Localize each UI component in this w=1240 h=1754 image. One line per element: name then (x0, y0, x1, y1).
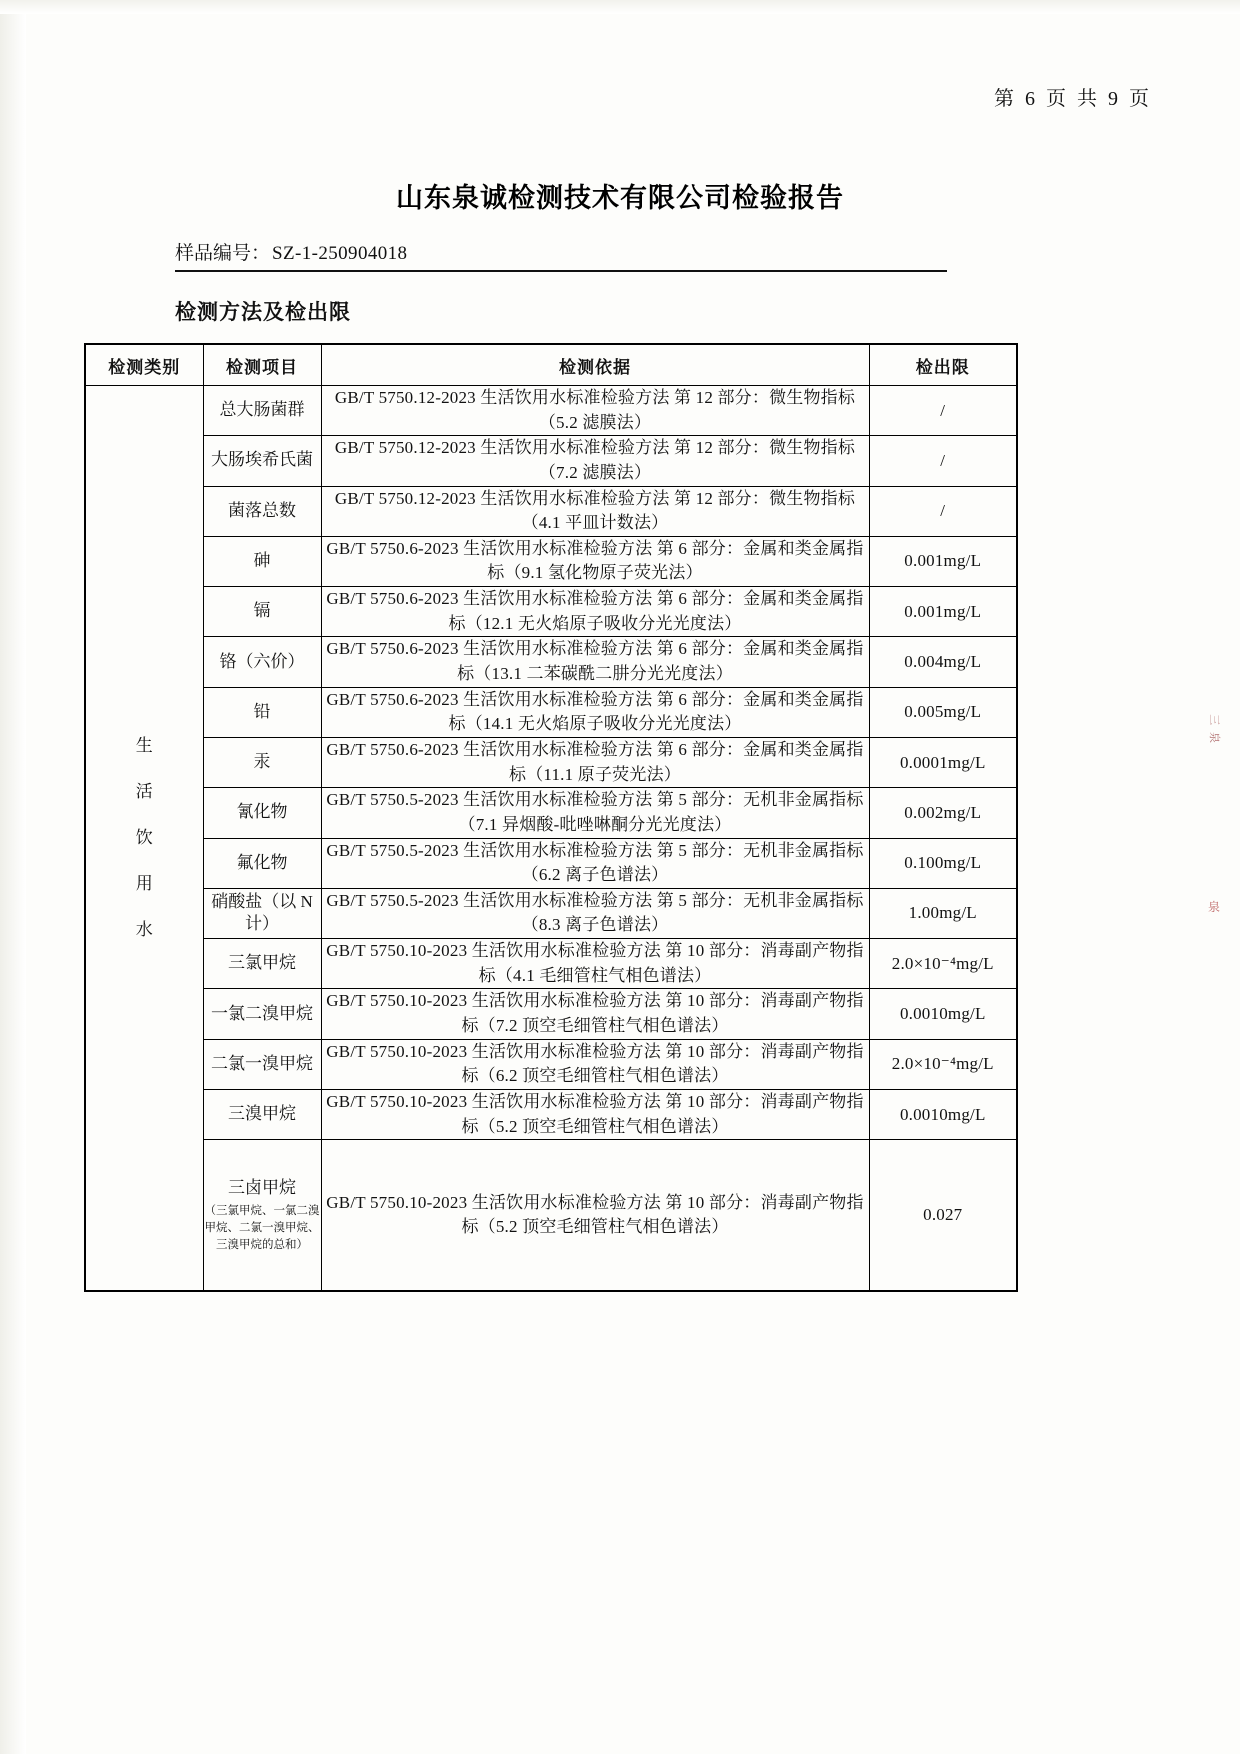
table-row (85, 788, 1017, 838)
limit-cell: 0.027 (869, 1140, 1017, 1292)
limit-cell: 2.0×10⁻⁴mg/L (869, 939, 1017, 989)
sample-number-line (175, 238, 947, 272)
limit-cell: 0.002mg/L (869, 788, 1017, 838)
scan-edge-top (0, 0, 1240, 14)
category-char: 用 (135, 874, 153, 894)
item-cell: 汞 (203, 737, 321, 787)
limit-cell: / (869, 486, 1017, 536)
item-cell: 硝酸盐（以 N 计） (203, 888, 321, 938)
table-row (85, 1140, 1017, 1292)
basis-cell: GB/T 5750.10-2023 生活饮用水标准检验方法 第 10 部分：消毒副产物指标（6.2 顶空毛细管柱气相色谱法） (321, 1039, 869, 1089)
basis-cell: GB/T 5750.6-2023 生活饮用水标准检验方法 第 6 部分：金属和类金属指标（13.1 二苯碳酰二肼分光光度法） (321, 637, 869, 687)
sample-number-value: SZ-1-250904018 (272, 243, 408, 264)
methods-table (84, 343, 1018, 1292)
limit-cell: / (869, 386, 1017, 436)
basis-cell: GB/T 5750.12-2023 生活饮用水标准检验方法 第 12 部分：微生物指标（4.1 平皿计数法） (321, 486, 869, 536)
table-row (85, 838, 1017, 888)
scan-edge-left (0, 0, 26, 1754)
limit-cell: 0.005mg/L (869, 687, 1017, 737)
item-note: （三氯甲烷、一氯二溴甲烷、二氯一溴甲烷、三溴甲烷的总和） (204, 1205, 320, 1251)
table-row (85, 687, 1017, 737)
item-cell: 铬（六价） (203, 637, 321, 687)
item-cell: 二氯一溴甲烷 (203, 1039, 321, 1089)
table-row (85, 436, 1017, 486)
margin-stamp-mark-lower: 泉 (1207, 900, 1220, 914)
table-row (85, 1089, 1017, 1139)
basis-cell: GB/T 5750.6-2023 生活饮用水标准检验方法 第 6 部分：金属和类金属指标（9.1 氢化物原子荧光法） (321, 536, 869, 586)
column-header-category: 检测类别 (85, 344, 203, 386)
limit-cell: / (869, 436, 1017, 486)
page-title: 山东泉诚检测技术有限公司检验报告 (396, 183, 844, 213)
basis-cell: GB/T 5750.5-2023 生活饮用水标准检验方法 第 5 部分：无机非金属指标（6.2 离子色谱法） (321, 838, 869, 888)
item-cell: 砷 (203, 536, 321, 586)
table-row (85, 989, 1017, 1039)
page-number: 第 6 页 共 9 页 (994, 88, 1152, 110)
table-row (85, 637, 1017, 687)
table-row (85, 587, 1017, 637)
basis-cell: GB/T 5750.6-2023 生活饮用水标准检验方法 第 6 部分：金属和类金属指标（14.1 无火焰原子吸收分光光度法） (321, 687, 869, 737)
basis-cell: GB/T 5750.6-2023 生活饮用水标准检验方法 第 6 部分：金属和类金属指标（11.1 原子荧光法） (321, 737, 869, 787)
limit-cell: 0.100mg/L (869, 838, 1017, 888)
table-row (85, 486, 1017, 536)
limit-cell: 0.0010mg/L (869, 1089, 1017, 1139)
margin-stamp-mark: 三 泉 (1208, 714, 1220, 745)
item-cell: 一氯二溴甲烷 (203, 989, 321, 1039)
limit-cell: 0.001mg/L (869, 536, 1017, 586)
table-row (85, 888, 1017, 938)
item-cell: 铅 (203, 687, 321, 737)
category-char: 活 (135, 782, 153, 802)
basis-cell: GB/T 5750.12-2023 生活饮用水标准检验方法 第 12 部分：微生物指标（7.2 滤膜法） (321, 436, 869, 486)
limit-cell: 0.0010mg/L (869, 989, 1017, 1039)
item-cell (203, 1140, 321, 1292)
category-char: 生 (135, 736, 153, 756)
table-row (85, 386, 1017, 436)
item-name: 三卤甲烷 (228, 1178, 296, 1198)
item-cell: 大肠埃希氏菌 (203, 436, 321, 486)
limit-cell: 0.0001mg/L (869, 737, 1017, 787)
limit-cell: 0.004mg/L (869, 637, 1017, 687)
table-row (85, 737, 1017, 787)
basis-cell: GB/T 5750.12-2023 生活饮用水标准检验方法 第 12 部分：微生物指标（5.2 滤膜法） (321, 386, 869, 436)
item-cell: 总大肠菌群 (203, 386, 321, 436)
table-row (85, 1039, 1017, 1089)
limit-cell: 2.0×10⁻⁴mg/L (869, 1039, 1017, 1089)
basis-cell: GB/T 5750.10-2023 生活饮用水标准检验方法 第 10 部分：消毒副产物指标（7.2 顶空毛细管柱气相色谱法） (321, 989, 869, 1039)
table-header-row (85, 344, 1017, 386)
item-cell: 镉 (203, 587, 321, 637)
sample-number-label: 样品编号： (175, 243, 271, 264)
basis-cell: GB/T 5750.5-2023 生活饮用水标准检验方法 第 5 部分：无机非金属指标（8.3 离子色谱法） (321, 888, 869, 938)
item-cell: 氰化物 (203, 788, 321, 838)
category-char: 饮 (135, 828, 153, 848)
item-cell: 氟化物 (203, 838, 321, 888)
category-char: 水 (135, 920, 153, 940)
basis-cell: GB/T 5750.10-2023 生活饮用水标准检验方法 第 10 部分：消毒副产物指标（5.2 顶空毛细管柱气相色谱法） (321, 1140, 869, 1292)
column-header-basis: 检测依据 (321, 344, 869, 386)
item-cell: 三氯甲烷 (203, 939, 321, 989)
column-header-item: 检测项目 (203, 344, 321, 386)
basis-cell: GB/T 5750.10-2023 生活饮用水标准检验方法 第 10 部分：消毒副产物指标（4.1 毛细管柱气相色谱法） (321, 939, 869, 989)
limit-cell: 0.001mg/L (869, 587, 1017, 637)
table-row (85, 939, 1017, 989)
category-cell (85, 386, 203, 1292)
item-cell: 菌落总数 (203, 486, 321, 536)
column-header-limit: 检出限 (869, 344, 1017, 386)
basis-cell: GB/T 5750.10-2023 生活饮用水标准检验方法 第 10 部分：消毒副产物指标（5.2 顶空毛细管柱气相色谱法） (321, 1089, 869, 1139)
table-row (85, 536, 1017, 586)
basis-cell: GB/T 5750.5-2023 生活饮用水标准检验方法 第 5 部分：无机非金属指标（7.1 异烟酸-吡唑啉酮分光光度法） (321, 788, 869, 838)
basis-cell: GB/T 5750.6-2023 生活饮用水标准检验方法 第 6 部分：金属和类金属指标（12.1 无火焰原子吸收分光光度法） (321, 587, 869, 637)
section-title: 检测方法及检出限 (175, 300, 351, 324)
limit-cell: 1.00mg/L (869, 888, 1017, 938)
item-cell: 三溴甲烷 (203, 1089, 321, 1139)
